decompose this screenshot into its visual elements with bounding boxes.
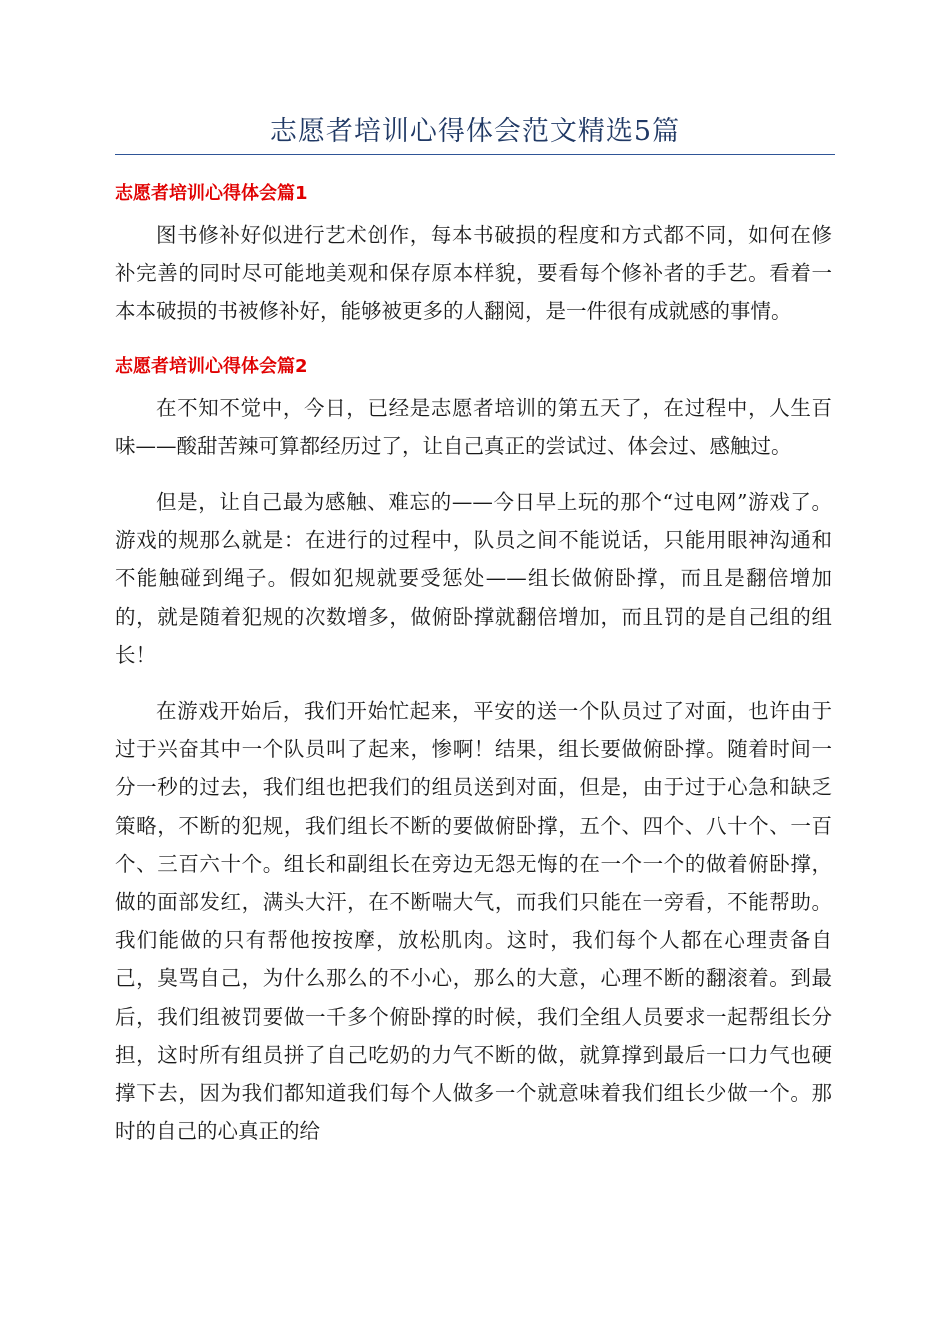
document-title: 志愿者培训心得体会范文精选5篇 <box>269 116 681 147</box>
section-heading: 志愿者培训心得体会篇1 <box>115 183 308 204</box>
paragraph: 在游戏开始后，我们开始忙起来，平安的送一个队员过了对面，也许由于过于兴奋其中一个队员叫了起来，惨啊！结果，组长要做俯卧撑。随着时间一分一秒的过去，我们组也把我们的组员送到对面，但是，由于过于心急和缺乏策略，不断的犯规，我们组长不断的要做俯卧撑，五个、四个、八十个、一百个、三百六十个。组长和副组长在旁边无怨无悔的在一个一个的做着俯卧撑，做的面部发红，满头大汗，在不断喘大气，而我们只能在一旁看，不能帮助。我们能做的只有帮他按按摩，放松肌肉。这时，我们每个人都在心理责备自己，臭骂自己，为什么那么的不小心，那么的大意，心理不断的翻滚着。到最后，我们组被罚要做一千多个俯卧撑的时候，我们全组人员要求一起帮组长分担，这时所有组员拼了自己吃奶的力气不断的做，就算撑到最后一口力气也硬撑下去，因为我们都知道我们每个人做多一个就意味着我们组长少做一个。那时的自己的心真正的给 <box>115 699 832 1144</box>
title-underline <box>115 154 835 155</box>
section-2 <box>115 349 832 1151</box>
paragraph: 在不知不觉中，今日，已经是志愿者培训的第五天了，在过程中，人生百味——酸甜苦辣可算都经历过了，让自己真正的尝试过、体会过、感触过。 <box>115 395 832 458</box>
paragraph: 图书修补好似进行艺术创作，每本书破损的程度和方式都不同，如何在修补完善的同时尽可能地美观和保存原本样貌，要看每个修补者的手艺。看着一本本破损的书被修补好，能够被更多的人翻阅，是一件很有成就感的事情。 <box>115 223 832 324</box>
document-body <box>115 176 832 1168</box>
section-1 <box>115 176 832 331</box>
paragraph: 但是，让自己最为感触、难忘的——今日早上玩的那个“过电网”游戏了。游戏的规那么就是：在进行的过程中，队员之间不能说话，只能用眼神沟通和不能触碰到绳子。假如犯规就要受惩处——组长做俯卧撑，而且是翻倍增加的，就是随着犯规的次数增多，做俯卧撑就翻倍增加，而且罚的是自己组的组长！ <box>115 490 832 667</box>
section-heading: 志愿者培训心得体会篇2 <box>115 355 308 377</box>
